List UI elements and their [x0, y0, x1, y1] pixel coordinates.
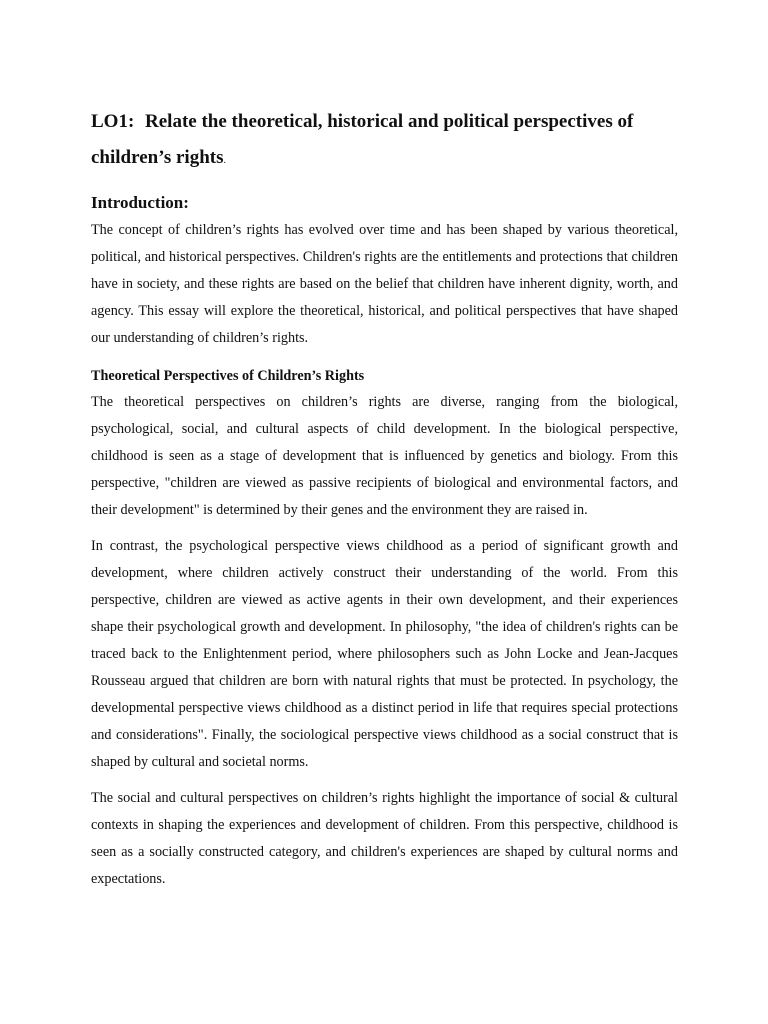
theoretical-paragraph-1: The theoretical perspectives on children’s rights are diverse, ranging from the biological, psychological, social, and cultural aspects of child development. In the biological perspective, childhood is seen as a stage of development that is influenced by genetics and biology. From this perspective, "children are viewed as passive recipients of biological and environmental factors, and their development" is determined by their genes and the environment they are raised in. [91, 394, 678, 518]
introduction-paragraph: The concept of children’s rights has evolved over time and has been shaped by various theoretical, political, and historical perspectives. Children's rights are the entitlements and protections that children have in society, and these rights are based on the belief that children have inherent dignity, worth, and agency. This essay will explore the theoretical, historical, and political perspectives that have shaped our understanding of children’s rights. [91, 222, 678, 346]
title-text: Relate the theoretical, historical and political perspectives of children’s rights [91, 111, 634, 168]
theoretical-heading: Theoretical Perspectives of Children’s Rights [91, 368, 365, 384]
introduction-heading: Introduction: [91, 193, 189, 212]
title-trailing-dot: . [223, 155, 226, 166]
title-prefix: LO1: [91, 111, 135, 132]
document-title [91, 104, 678, 179]
theoretical-paragraph-3: The social and cultural perspectives on children’s rights highlight the importance of social & cultural contexts in shaping the experiences and development of children. From this perspective, childhood is seen as a socially constructed category, and children's experiences are shaped by cultural norms and expectations. [91, 790, 678, 887]
document-page [91, 104, 678, 893]
theoretical-paragraph-2: In contrast, the psychological perspective views childhood as a period of significant growth and development, where children actively construct their understanding of the world. From this perspective, children are viewed as active agents in their own development, and their experiences shape their psychological growth and development. In philosophy, "the idea of children's rights can be traced back to the Enlightenment period, where philosophers such as John Locke and Jean-Jacques Rousseau argued that children are born with natural rights that must be protected. In psychology, the developmental perspective views childhood as a distinct period in life that requires special protections and considerations". Finally, the sociological perspective views childhood as a social construct that is shaped by cultural and societal norms. [91, 538, 678, 770]
